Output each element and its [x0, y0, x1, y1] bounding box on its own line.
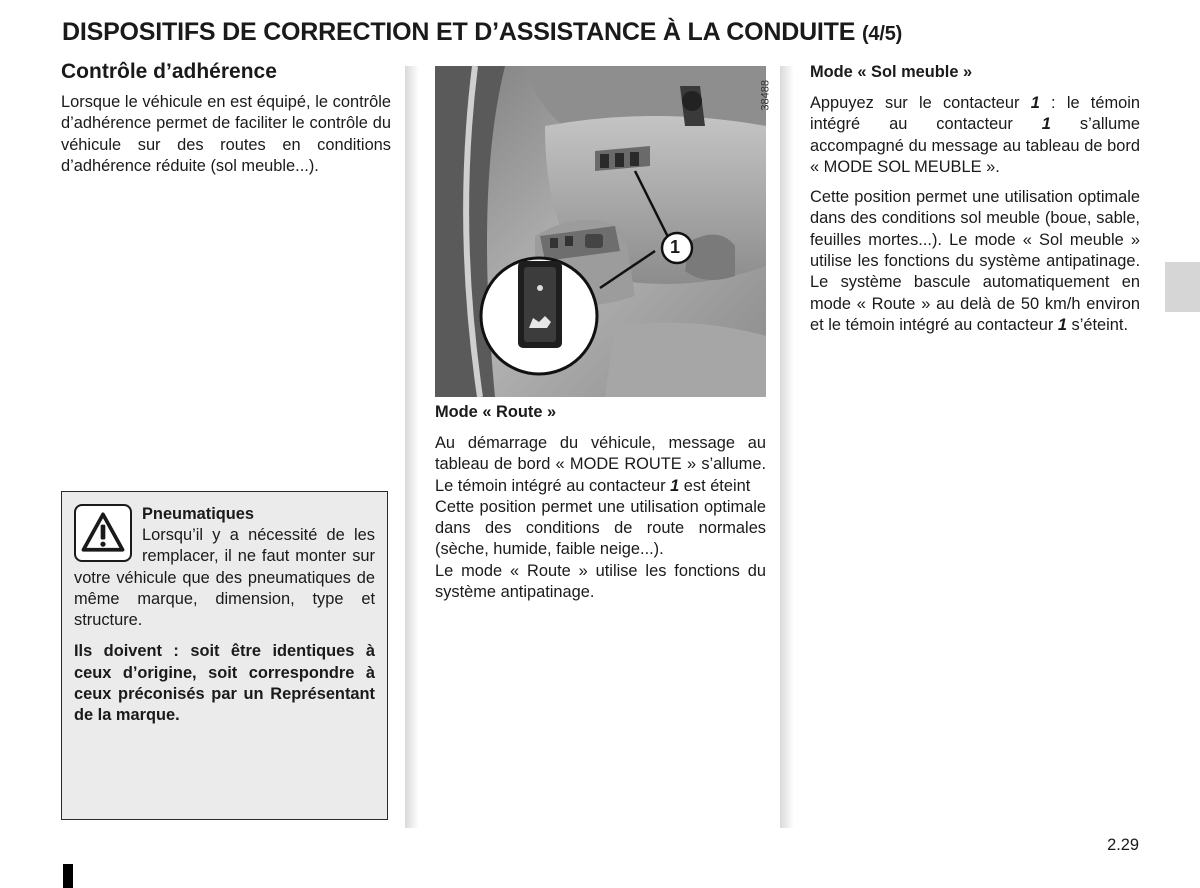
- soft-p1-ref2: 1: [1041, 115, 1051, 134]
- title-part: (4/5): [861, 23, 903, 45]
- soft-p1-b: : le témoin intégré au contacteur: [810, 94, 1140, 134]
- warning-box: [61, 491, 388, 820]
- soft-p2-ref: 1: [1057, 315, 1067, 334]
- traction-section: [61, 60, 391, 177]
- soft-p1-ref1: 1: [1030, 94, 1040, 112]
- soft-mode-p2: [810, 187, 1140, 336]
- soft-p1-a: Appuyez sur le contacteur: [810, 94, 1031, 112]
- route-mode-section: [435, 402, 766, 603]
- column-divider-right: [780, 66, 794, 828]
- figure-number: 38488: [760, 80, 772, 111]
- route-p1-ref: 1: [670, 476, 680, 495]
- soft-mode-p1: [810, 93, 1140, 178]
- column-divider-left: [405, 66, 419, 828]
- soft-p2-b: s’éteint.: [1066, 315, 1129, 334]
- soft-p2-a: Cette position permet une utilisation optimale dans des conditions sol meuble (boue, sable, feuilles mortes...). Le mode « Sol meuble » utilise les fonctions du système antipatinage. Le système bascule automatiquement en mode « Route » au delà de 50 km/h environ et le témoin intégré au contacteur: [810, 188, 1140, 334]
- page-title: [62, 18, 902, 47]
- page-number: 2.29: [1107, 836, 1139, 854]
- title-text: DISPOSITIFS DE CORRECTION ET D’ASSISTANCE À LA CONDUITE: [62, 18, 856, 46]
- route-mode-p2: Cette position permet une utilisation optimale dans des conditions de route normales (sèche, humide, faible neige...).: [435, 497, 766, 559]
- route-p1-text: Au démarrage du véhicule, message au tableau de bord « MODE ROUTE » s’allume. Le témoin intégré au contacteur: [435, 434, 766, 495]
- soft-ground-section: [810, 62, 1140, 336]
- section-paragraph: Lorsque le véhicule en est équipé, le contrôle d’adhérence permet de faciliter le contrôle du véhicule sur des routes en conditions d’adhérence réduite (sol meuble...).: [61, 93, 391, 175]
- route-p1-text-end: est éteint: [679, 476, 751, 495]
- section-heading: Contrôle d’adhérence: [61, 60, 277, 83]
- warning-triangle-icon: [74, 504, 132, 562]
- warning-title: Pneumatiques: [142, 505, 255, 523]
- route-mode-p3: Le mode « Route » utilise les fonctions du système antipatinage.: [435, 561, 766, 602]
- warning-bold-text: Ils doivent : soit être identiques à ceux d’origine, soit correspondre à ceux préconisés par un Représentant de la marque.: [74, 642, 375, 725]
- route-mode-title: Mode « Route »: [435, 403, 557, 421]
- soft-p1-c: s’allume accompagné du message au tableau de bord « MODE SOL MEUBLE ».: [810, 115, 1140, 176]
- corner-mark: [63, 864, 73, 888]
- callout-1-label: 1: [670, 237, 681, 257]
- chapter-tab: [1165, 262, 1200, 312]
- warning-text: Lorsqu’il y a nécessité de les remplacer, il ne faut monter sur votre véhicule que des pneumatiques de même marque, dimension, type et structure.: [74, 526, 375, 630]
- soft-mode-title: Mode « Sol meuble »: [810, 63, 973, 81]
- route-mode-p1: [435, 433, 766, 497]
- dashboard-illustration: [435, 66, 766, 397]
- dashboard-switch-figure: [435, 66, 772, 397]
